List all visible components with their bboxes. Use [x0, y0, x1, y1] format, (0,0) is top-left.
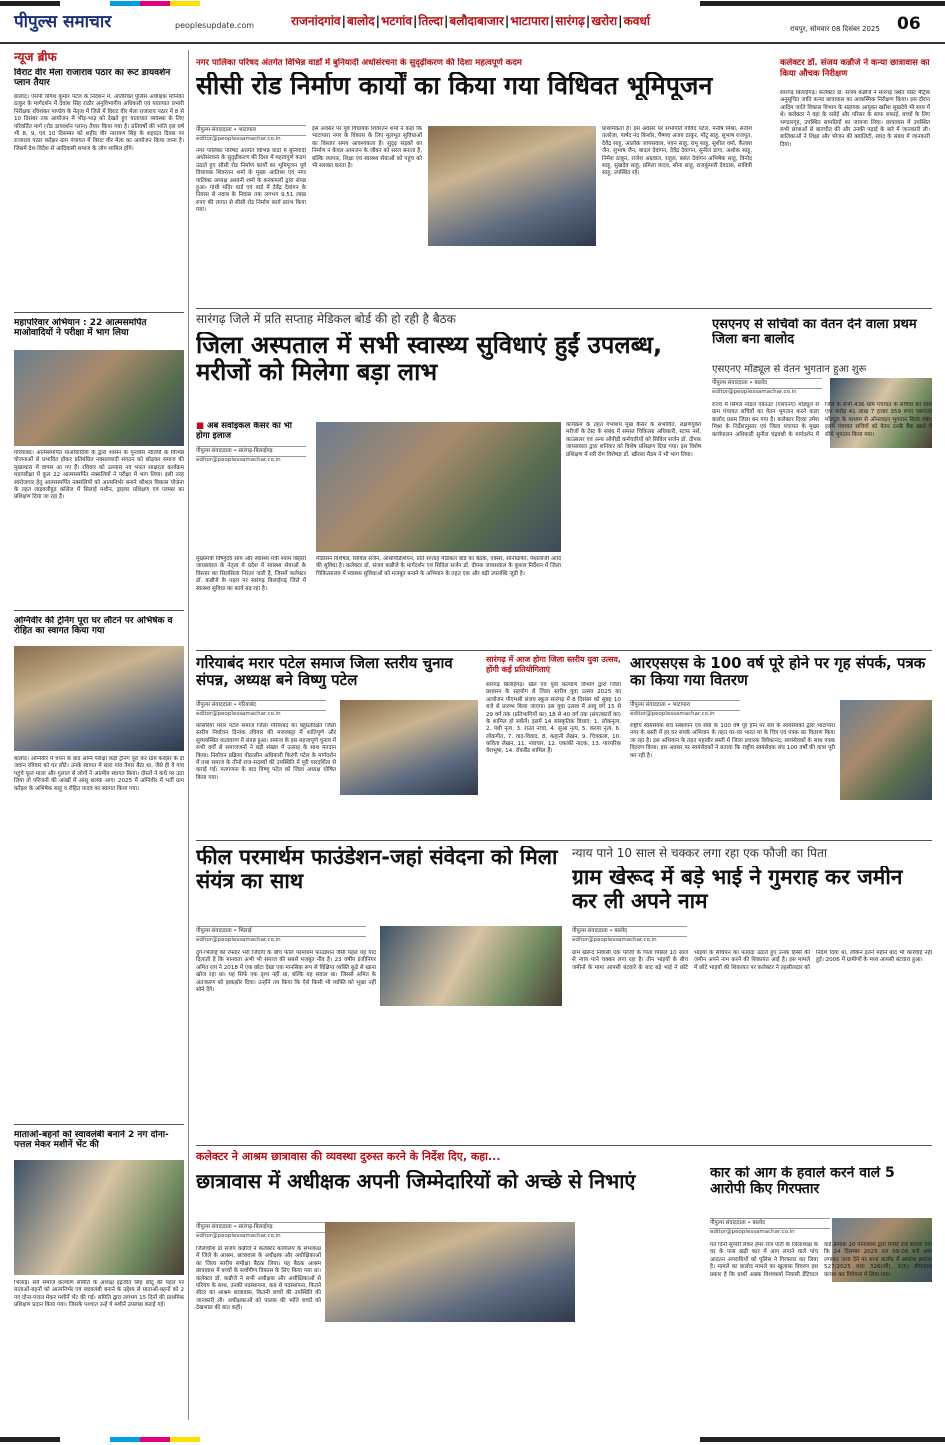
s8-photo — [325, 1222, 575, 1322]
s8-email: editor@peoplessamachar.co.in — [196, 1233, 281, 1239]
s4-headline: सारंगढ़ में आज होगा जिला स्तरीय युवा उत्सव, होंगी कई प्रतियोगिताएं — [486, 655, 621, 674]
reg-black — [0, 1437, 60, 1442]
reg-magenta — [140, 1437, 170, 1442]
site-url: peoplesupdate.com — [175, 21, 255, 30]
registration-marks-bottom — [0, 1436, 945, 1443]
mid-body-3: मेडिसिन विशेषज्ञ, सिविल सर्जन, ऑर्थोपेडिशियन, प्रति सप्ताह मेडिकल बोर्ड का बैठक, एक्सरे, सोनोग्राफी, पैथोलॉजी आदि की सुविधा है। कलेक्टर डॉ. संजय कन्नौजे के मार्गदर्शन एवं सिविल सर्जन डॉ. दीपक जायसवाल के कुशल निर्देशन में जिला चिकित्सालय में स्वास्थ्य सुविधाओं को मजबूत बनाने के अभियान के तहत एक और बड़ी उपलब्धि जुड़ी है। — [316, 556, 561, 577]
top-headline: सीसी रोड निर्माण कार्यों का किया गया विधिवत भूमिपूजन — [196, 72, 713, 100]
divider — [196, 308, 932, 309]
s9-byline: पीपुल्स संवाददाता • बालोद — [710, 1218, 830, 1229]
brief-2-photo — [14, 350, 184, 446]
s9-headline: कार को आग के हवाले करने वाले 5 आरोपी किए गिरफ्तार — [710, 1166, 895, 1197]
s7-byline: पीपुल्स संवाददाता • बालोद — [572, 926, 687, 937]
region-item: राजनांदगांव — [291, 14, 341, 28]
brief-3-photo — [14, 646, 184, 751]
s6-byline: पीपुल्स संवाददाता • भिलाई — [196, 926, 366, 937]
region-item: भटगांव — [380, 14, 412, 28]
brief-1-body: बालोद। एसपी योगेश कुमार पटेल के निर्देशन में, अतिरिक्त पुलिस अधीक्षक मोनिका ठाकुर के मार्गदर्शन में देवांश सिंह राठौर अनुविभागीय अधिकारी एवं यातायात प्रभारी निरीक्षक रविशंकर पाण्डेय के नेतृत्व में जिले में विराट वीर मेला राजाराव पठार में 8 से 10 दिसंबर तक आयोजन में भीड़-भाड़ को देखते हुए यातायात व्यवस्था के लिए परिवर्तित मार्ग (रोड डायवर्शन प्लान) तैयार किया गया है। प्रतिवर्षों की भांति इस वर्ष भी 8, 9, एवं 10 दिसम्बर को शहीद वीर नारायण सिंह के शहादत दिवस पर राजाराव पठार करेंझर ग्राम पंचायत में विराट वीर मेला का आयोजन किया जाना है। जिसमें देश-विदेश से आदिवासी समाज के लोग शामिल होंगे। — [14, 94, 184, 152]
reg-black-right — [700, 1, 945, 6]
mid-subhead — [196, 422, 306, 442]
sidebar-label: न्यूज ब्रीफ — [14, 50, 57, 64]
mid-subhead-text: अब सर्वाइकल कैंसर का भी होगा इलाज — [196, 422, 292, 441]
brief-3-body: बालोद। अग्निवीर में चयन के बाद अग्नि परीक्षा कड़ी ट्रेनिंग पूरा कर ग्राम करेंझर के दो जवान रविवार को घर लौटे। उनके स्वागत में सारा गांव तैयार बैठा था, जैसे ही वे गांव पहुंचे फूल माला और गुलाल से लोगों ने आत्मीय स्वागत किया। दोस्तों ने कंधे पर उठा लिया तो परिजनों की आंखों में आंसू छलक आए। 2025 में अग्निवीर में भर्ती ग्राम करेंझर के अभिषेक साहू व रोहित यादव का स्वागत किया गया। — [14, 756, 184, 792]
region-item: बालोद — [347, 14, 375, 28]
top-photo — [428, 126, 596, 246]
s5-photo — [840, 700, 932, 800]
s3-body: कोसरिया मरार पटेल समाज जिला गरियाबंद का बहुप्रतीक्षित जिला स्तरीय निर्वाचन दिनांक रविवार की मजरकट्टा में शांतिपूर्ण और सुव्यवस्थित वातावरण में संपन्न हुआ। समाज के इस महत्त्वपूर्ण चुनाव में सभी वर्गों से समाजजनों ने बड़ी संख्या में उत्साह के साथ मतदान किया। निर्वाचन प्रक्रिया पीठासीन अधिकारी फिरंगी पटेल के मार्गदर्शन में तथा समाज के तीनों राज-सदस्यों की उपस्थिति में पूरी पारदर्शिता से कराई गई। मतगणना के बाद विष्णु पटेल को जिला अध्यक्ष घोषित किया गया। — [196, 723, 336, 781]
mid-photo — [316, 422, 561, 552]
reg-black — [0, 1, 60, 6]
s5-byline: पीपुल्स संवाददाता • भाटापारा — [630, 700, 740, 711]
s3-email: editor@peoplessamachar.co.in — [196, 711, 281, 717]
s3-byline: पीपुल्स संवाददाता • गरियाबंद — [196, 700, 326, 711]
right2-byline: पीपुल्स संवाददाता • बालोद — [712, 378, 822, 389]
top-byline: पीपुल्स संवाददाता • भाटापारा — [196, 125, 306, 136]
s3-photo — [340, 700, 478, 795]
s5-headline: आरएसएस के 100 वर्ष पूरे होने पर गृह संपर्क, पत्रक का किया गया वितरण — [630, 655, 926, 689]
mid-body-2: मुख्यमंत्री विष्णुदेव साय और स्वास्थ्य मंत्री श्याम बिहारी जायसवाल के नेतृत्व में प्रदेश में स्वास्थ्य सेवाओं के विस्तार का सिलसिला निरंतर जारी है, जिसमें कलेक्टर डॉ. कन्नौजे के पहल पर सारंगढ़ बिलाईगढ़ जिले में स्वास्थ्य सुविधा का कार्य बढ़ रहा है। — [196, 556, 306, 592]
reg-cyan — [110, 1, 140, 6]
mid-body-1: कार्यक्रम के तहत गर्भाशय मुख कैंसर के संभावित, लक्षणयुक्त मरीजों के टेस्ट के संबंध में समस्त चिकित्सा अधिकारी, स्टाफ नर्स, काउंसलर एवं अन्य ओपीडी कर्मचारियों को सिविल सर्जन डॉ. दीपक जायसवाल द्वारा शनिवार को विशेष प्रशिक्षण दिया गया। इस विशेष प्रशिक्षण में स्त्री रोग विशेषज्ञ डॉ. खीरसा मैडम ने भी भाग लिया। — [566, 422, 701, 458]
top-email: editor@peoplessamachar.co.in — [196, 136, 281, 142]
mid-byline: पीपुल्स संवाददाता • सारंगढ़-बिलाईगढ़ — [196, 446, 306, 457]
s5-body: राष्ट्रीय स्वयंसेवक संघ संस्थापन एवं सेवा के 100 वर्ष पूरे होने पर संघ के स्वयंसेवकों द्वारा भाटापारा नगर के बस्ती में हर घर संपर्क अभियान के तहत घर-घर भारत मां के चित्र एवं पत्रक का वितरण किया जा रहा है। इस अभियान के तहत महावीर बस्ती में जिला प्रचारक विवेकानंद, स्वयंसेवकों के साथ पत्रक वितरण किया। इस अवसर पर स्वयंसेवकों ने बताया कि राष्ट्रीय स्वयंसेवक संघ 100 वर्षों की यात्रा पूरी कर रही है। — [630, 723, 835, 759]
reg-yellow — [170, 1437, 200, 1442]
right2-subhead: एसएनए मॉड्यूल से वेतन भुगतान हुआ शुरू — [712, 364, 867, 375]
divider — [196, 1145, 932, 1146]
brief-4-photo — [14, 1160, 184, 1275]
right1-kicker: कलेक्टर डॉ. संजय कन्नौजे ने कन्या छात्रावास का किया औचक निरीक्षण — [780, 58, 930, 79]
s6-body: दुर्ग-भिलाई की रफ्तार भरी जिंदगी के बीच फील परमार्थम फाउंडेशन जैसी पहल यह याद दिलाती है कि मानवता अभी भी समाज की सबसे मजबूत नींव है। 23 वर्षीय इंजीनियर अमित राय ने 2018 में एक छोटा देखा एक मानसिक रूप से विक्षिप्त व्यक्ति कूड़े से खाना खोज रहा था। यह सिर्फ एक दृश्य नहीं था, बल्कि यह सवाल था। जिससे अमित के अंतःकरण को झकझोर दिया। उन्होंने तय किया कि ऐसे किसी भी व्यक्ति को भूखा नहीं सोने देंगे। — [196, 950, 376, 993]
top-body-3: प्राथमिकता है। इस अवसर पर सभापति गोविंद पटेल, मनीष मिश्रा, सतीश तलरेजा, पार्षद नंद किशोर, पैष्णव अजय ठाकुर, मोंटू साहू, सुभाष राजपूत, देवेंद्र साहू, आलोक जायसवाल, पवन साहू, रामू साहू, सुशील वर्मा, कैलाश जैन, सुभाष जैन, बादल देवांगन, देवेंद्र देवांगन, सुनील डागा, अशोक साहू, निमेश ठाकुर, राजेश अग्रवाल, राहुल, बसंत देवांगन अभिषेक साहू, विनोद साहू, सुखदेव साहू, प्रमिला यादव, सोना साहू, राजकुमारी देवदास, सावित्री साहू, उपस्थित रहे। — [602, 126, 752, 177]
region-item: भाटापारा — [510, 14, 549, 28]
right1-body: सारंगढ़ बिलाईगढ़। कलेक्टर डॉ. संजय कन्नौजे ने सारंगढ़ स्थित पोस्ट मैट्रिक अनुसूचित जाति कन्या छात्रावास का आकस्मिक निरीक्षण किया। इस दौरान आदिम जाति विकास विभाग के सहायक आयुक्त खरीश सुखदेवे भी साथ में थे। कलेक्टर ने वहां के रसोई और परिसर के साफ सफाई, बच्चों के लिए भण्डारगृह, उपस्थित सामग्रियों का जायजा लिया। छात्रावास में उपस्थित सभी छात्राओं से बातचीत की और उनकी पढ़ाई के बारे में जानकारी ली। बालिकाओं ने शिक्षा और भोजन की क्वालिटी, स्वाद के संबंध में जानकारी दिया। — [780, 90, 930, 148]
brief-1-headline: विराट वीर मेला राजाराव पठार का रूट डायवर्शन प्लान तैयार — [14, 68, 171, 89]
right2-body: राज्य में सिंगल नोडल एकाउंट (एसएनए) मॉड्यूल से ग्राम पंचायत सचिवों का वेतन भुगतान करने वाला बालोद प्रथम जिला बन गया है। कलेक्टर दिव्या उमेश मिश्रा के निर्देशानुसार एवं जिला पंचायत के मुख्य कार्यपालन अधिकारी सुनील चंद्रवंशी के मार्गदर्शन में जिले के सभी 436 ग्राम पंचायत के सचिवों को राशि एक करोड़ 41 लाख 7 हजार 359 रुपए एसएनए मॉड्यूल के माध्यम से ऑनलाइन भुगतान किया गया। इसमें पंचायत सचिवों को वेतन उनके बैंक खाते में सीधे भुगतान किया गया। — [712, 402, 932, 438]
divider — [14, 312, 184, 313]
masthead — [0, 8, 945, 44]
s7-email: editor@peoplessamachar.co.in — [572, 937, 657, 943]
s7-headline: ग्राम खेरूद में बड़े भाई ने गुमराह कर जमीन कर ली अपने नाम — [572, 866, 903, 913]
s6-headline: फील परमार्थम फाउंडेशन-जहां संवेदना को मिला संयंत्र का साथ — [196, 846, 558, 893]
brief-3-headline: अग्निवीर की ट्रेनिंग पूरा घर लौटने पर अभिषेक व रोहित का स्वागत किया गया — [14, 616, 173, 637]
top-body-1: नगर पालिका परिषद अंतर्गत विभिन्न वार्डों में बुनियादी अधोसंरचना के सुदृढ़ीकरण की दिशा में महत्वपूर्ण कदम उठाते हुए सीसी रोड निर्माण कार्यों का भूमिपूजन पूर्व विधायक शिवरतन शर्मा के मुख्य आतिथ्य एवं नगर पालिका अध्यक्ष अश्वनी शर्मा के करकमलों द्वारा संपन्न हुआ। गांधी मंदिर वार्ड एवं वार्ड में देवेंद्र देवांगन के निवास से नवाब के निवास तक लगभग 9.51 लाख रुपए की लागत से सीसी रोड निर्माण कार्य प्रारंभ किया गया। — [196, 148, 306, 213]
s5-email: editor@peoplessamachar.co.in — [630, 711, 715, 717]
s8-kicker: कलेक्टर ने आश्रम छात्रावास की व्यवस्था दुरुस्त करने के निर्देश दिए, कहा... — [196, 1150, 501, 1163]
brief-4-body: भिलाई। सर्व समाज कल्याण समिति के अध्यक्ष इंद्रजीत सिंह छोटू की पहल पर माताओं-बहनों को आत्मनिर्भर एवं स्वावलंबी बनाने के उद्देश्य से माताओं-बहनों को 2 नग दोना-पत्तल मेकर मशीनें भेंट की गई। समिति द्वारा लगभग 15 दिनों की प्राथमिक प्रशिक्षण प्रदान किया गया। जिसके पश्चात उन्हें ये मशीनें उपलब्ध कराई गई। — [14, 1280, 184, 1309]
reg-magenta — [140, 1, 170, 6]
region-item: बलौदाबाजार — [449, 14, 504, 28]
brief-2-headline: महापरिवार अभियान : 22 आत्मसमर्पित माओवादियों ने परीक्षा में भाग लिया — [14, 318, 147, 339]
s8-headline: छात्रावास में अधीक्षक अपनी जिम्मेदारियों को अच्छे से निभाएं — [196, 1170, 636, 1193]
s9-body: गत दिनों सुपारी लेकर हमर राज पार्टी के जिलाध्यक्ष के घर के पास खड़ी कार में आग लगाने वाले पांच आदतन अपराधियों को पुलिस ने गिरफ्तार कर लिया है। मामले का बालोद मामले का खुलासा विवरण इस प्रकार है कि प्रार्थी अन्नक विश्वकर्मा निवासी डेंटियाल वार्ड क्रमांक 20 पानाबरस द्वारा रिपोर्ट दर्ज कराया गया कि 24 दिसम्बर 2025 रात 09:00 बजे आग लगाकर जला देने पर थाना बालोद में अपराध क्रमांक 527/2025 धारा 326(जी), 3(5) बीएनएस कायम कर विवेचना में लिया गया। — [710, 1242, 932, 1278]
reg-black-right — [700, 1437, 945, 1442]
bullet-icon: ■ — [196, 422, 207, 431]
s7-kicker: न्याय पाने 10 साल से चक्कर लगा रहा एक फौजी का पिता — [572, 846, 827, 860]
brief-2-body: गरियाबंद। आत्मसमर्पित माओवादियों के द्वारा शासन के पुनर्वास नीतियों के विभिन्न योजनाओं से प्रभावित होकर प्रतिबंधित नक्सलवादी संगठन को छोड़कर समाज की मुख्यधारा में वापस आ गए हैं। रविवार को उल्लास नव भारत साक्षरता कार्यक्रम महापरीक्षा में कुल 22 आत्मसमर्पित नक्सलियों ने परीक्षा में भाग लिया। इसी तरह स्वरोजगार हेतु आत्मसमर्पित नक्सलियों को आत्मनिर्भर बनाने कौशल विकास योजना के तहत लाइवलीहुड कॉलेज में सिलाई मशीन, ड्राइवर प्रशिक्षण एवं प्लम्बर का प्रशिक्षण दिया जा रहा है। — [14, 450, 184, 501]
region-item: सारंगढ़ — [555, 14, 585, 28]
page-number: 06 — [897, 14, 921, 34]
divider — [196, 840, 932, 841]
s3-headline: गरियाबंद मरार पटेल समाज जिला स्तरीय चुनाव संपन्न, अध्यक्ष बने विष्णु पटेल — [196, 655, 453, 689]
s9-email: editor@peoplessamachar.co.in — [710, 1229, 795, 1235]
mid-headline: जिला अस्पताल में सभी स्वास्थ्य सुविधाएं हुईं उपलब्ध, मरीजों को मिलेगा बड़ा लाभ — [196, 332, 663, 386]
region-item: कवर्धा — [623, 14, 650, 28]
mid-kicker: सारंगढ़ जिले में प्रति सप्ताह मेडिकल बोर्ड की हो रही है बैठक — [196, 312, 456, 326]
s7-body: ग्राम खेरूद निवासी एक फौजी के पिता पिछले 10 साल से न्याय पाने चक्कर लगा रहा है। तीन भाइयों के बीच जमीनों के मामा आपसी बंटवारे के बाद बड़े भाई ने छोटे भाइयों के सीधेपन का फायदा उठाते हुए उनके हिस्से की जमीन अपने नाम करने की शिकायत आई है। इस मामले में छोटे भाइयों की शिकायत पर कलेक्टर ने तहसीलदार को निर्देश दिया था, लेकिन इतने महीने बाद भी कार्रवाई नहीं हुई। 2006 में ग्रामीणों के मध्य आपसी बंटवारा हुआ। — [572, 950, 932, 971]
s6-photo — [380, 926, 562, 1006]
dateline: रायपुर, सोमवार 08 दिसंबर 2025 — [790, 25, 880, 33]
top-kicker: नगर पालिका परिषद अंतर्गत विभिन्न वार्डों में बुनियादी अधोसंरचना के सुदृढ़ीकरण की दिशा महत्वपूर्ण कदम — [196, 58, 522, 68]
divider — [14, 1124, 184, 1125]
reg-cyan — [110, 1437, 140, 1442]
divider — [196, 650, 932, 651]
s8-body: जिलाधीश डॉ संजय कन्नौजे ने कलेक्टर कार्यालय के सभाकक्ष में जिले के आश्रम, छात्रावास के अधीक्षक और अधीक्षिकाओं का जिला स्तरीय समीक्षा बैठक लिया। यह बैठक आश्रम छात्रावास में बच्चों के सर्वांगीण विकास के लिए किया गया था। कलेक्टर डॉ. कन्नौजे ने सभी अधीक्षक और अधीक्षिकाओं से परिचय के साथ, उनकी पदस्थापना, कब से पदस्थापना, कितने सीटर का आश्रम छात्रावास, कितनी बच्चों की उपस्थिति की जानकारी ली। अधीक्षकाओं को पालक की भांति बच्चों को देखभाल की बात कही। — [196, 1246, 321, 1311]
region-item: तिल्दा — [418, 14, 443, 28]
logo: पीपुल्स समाचार — [14, 12, 112, 32]
region-list: राजनांदगांव|बालोद|भटगांव|तिल्दा|बलौदाबाजार|भाटापारा|सारंगढ़|खरोरा|कवर्धा — [291, 14, 650, 28]
right2-email: editor@peoplessamachar.co.in — [712, 389, 797, 395]
reg-yellow — [170, 1, 200, 6]
region-item: खरोरा — [591, 14, 618, 28]
s8-byline: पीपुल्स संवाददाता • सारंगढ़-बिलाईगढ़ — [196, 1222, 346, 1233]
s4-body: सारंगढ़ बिलाईगढ़। खेल एवं युवा कल्याण विभाग द्वारा जिला प्रशासन के सहयोग से जिला स्तरीय युवा उत्सव 2025 का आयोजन पीएमश्री संजय स्कूल सारंगढ़ में 8 दिसंबर को सुबह 10 बजे से प्रारम्भ किया जाएगा। इस युवा उत्सव में आयु वर्ग 15 से 29 वर्ग तक (प्रतिभागियों का) 18 से 40 वर्ग तक (संगतकारों का) के शामिल हो सकेंगे। इसमें 14 सांस्कृतिक विधाएं: 1. लोकनृत्य, 2. पंथी नृत्य, 3. राउत नाचा, 4. सुआ नृत्य, 5. करमा नृत्य, 6. लोकगीत, 7. वाद-विवाद, 8. कहानी लेखन, 9. चित्रकला, 10. कविता लेखन, 11. नवाचार, 12. एकांकी नाटक, 13. पारंपरिक वेशभूषा, 14. रॉकबैंड शामिल हैं। — [486, 682, 621, 755]
news-brief-sidebar — [14, 50, 189, 1420]
top-body-2: इस अवसर पर पूर्व विधायक शिवरतन शर्मा ने कहा कि भाटापारा नगर के विकास के लिए मूलभूत सुविधाओं का विस्तार समय आवश्यकता है। सुदृढ़ सड़कों का निर्माण न केवल आमजन के जीवन को सरल बनाता है, बल्कि व्यापार, शिक्षा एवं स्वास्थ्य सेवाओं को पहुंच को भी सशक्त करता है। — [312, 126, 422, 169]
mid-email: editor@peoplessamachar.co.in — [196, 457, 281, 463]
right2-headline: एसएनए से सचिवों का वेतन देने वाला प्रथम जिला बना बालोद — [712, 318, 917, 347]
divider — [14, 610, 184, 611]
s6-email: editor@peoplessamachar.co.in — [196, 937, 281, 943]
brief-4-headline: माताओं-बहनों को स्वावलंबी बनाने 2 नग दोना-पत्तल मेकर मशीनें भेंट की — [14, 1130, 169, 1151]
registration-marks — [0, 0, 945, 7]
